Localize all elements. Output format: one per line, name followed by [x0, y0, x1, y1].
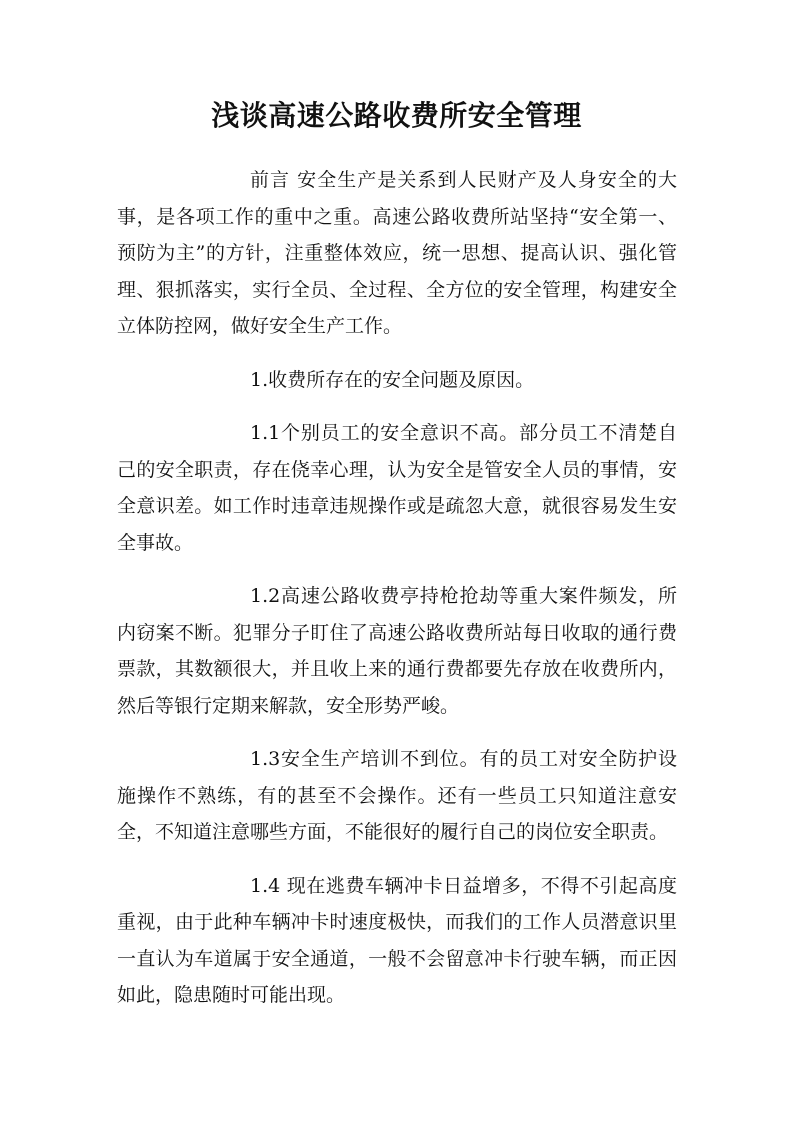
document-body — [117, 162, 677, 1031]
document-title: 浅谈高速公路收费所安全管理 — [211, 99, 582, 132]
paragraph-1-1: 1.1个别员工的安全意识不高。部分员工不清楚自己的安全职责，存在侥幸心理，认为安全是管安全人员的事情，安全意识差。如工作时违章违规操作或是疏忽大意，就很容易发生安全事故。 — [117, 422, 677, 554]
paragraph-1-3: 1.3安全生产培训不到位。有的员工对安全防护设施操作不熟练，有的甚至不会操作。还有一些员工只知道注意安全，不知道注意哪些方面，不能很好的履行自己的岗位安全职责。 — [117, 748, 677, 843]
intro-paragraph: 前言 安全生产是关系到人民财产及人身安全的大事，是各项工作的重中之重。高速公路收费所站坚持“安全第一、预防为主”的方针，注重整体效应，统一思想、提高认识、强化管理、狠抓落实，实行全员、全过程、全方位的安全管理，构建安全立体防控网，做好安全生产工作。 — [117, 169, 677, 337]
section-heading-1: 1.收费所存在的安全问题及原因。 — [250, 368, 535, 391]
paragraph-1-2: 1.2高速公路收费亭持枪抢劫等重大案件频发，所内窃案不断。犯罪分子盯住了高速公路收费所站每日收取的通行费票款，其数额很大，并且收上来的通行费都要先存放在收费所内，然后等银行定期来解款，安全形势严峻。 — [117, 585, 677, 717]
paragraph-1-4: 1.4 现在逃费车辆冲卡日益增多，不得不引起高度重视，由于此种车辆冲卡时速度极快，而我们的工作人员潜意识里一直认为车道属于安全通道，一般不会留意冲卡行驶车辆，而正因如此，隐患随时可能出现。 — [117, 874, 677, 1006]
